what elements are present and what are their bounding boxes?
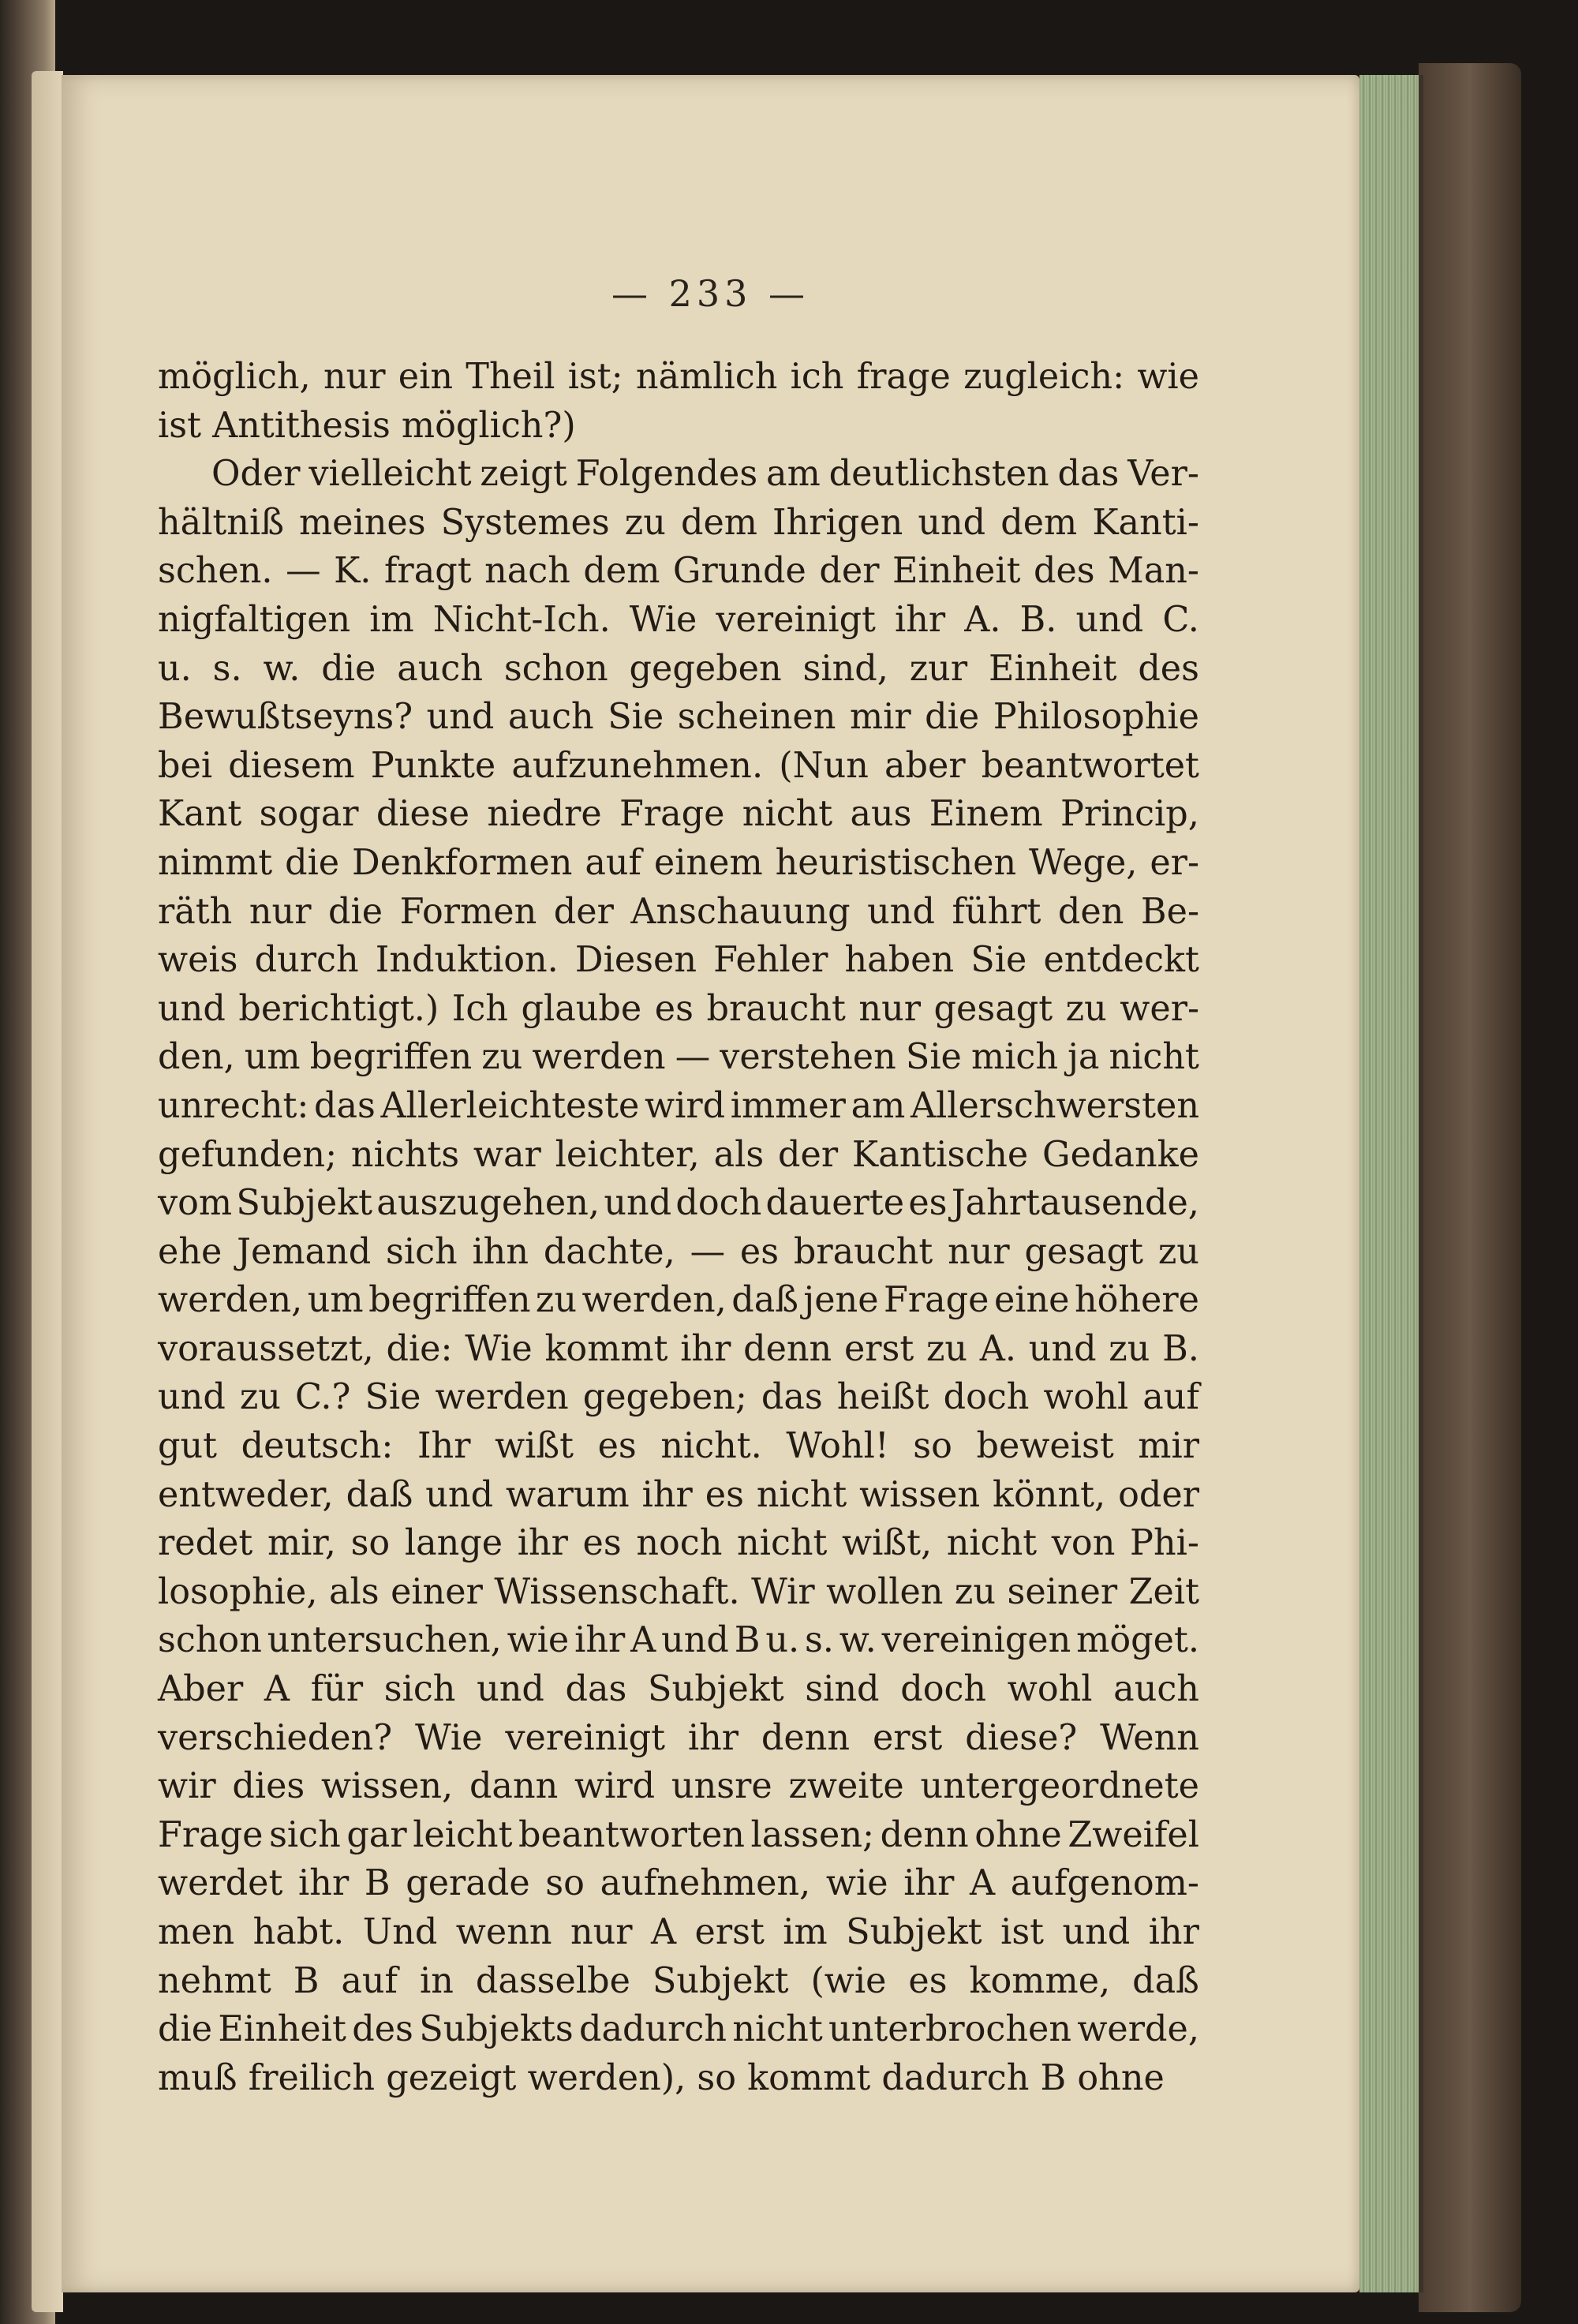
text-line: nehmt B auf in dasselbe Subjekt (wie es komme, daß bbox=[158, 1960, 1199, 2001]
text-line: verschieden? Wie vereinigt ihr denn erst diese? Wenn bbox=[158, 1717, 1199, 1758]
book-page bbox=[62, 75, 1359, 2292]
text-line: werdet ihr B gerade so aufnehmen, wie ihr A aufgenom- bbox=[158, 1863, 1199, 1904]
page-fore-edge bbox=[1359, 75, 1423, 2292]
text-line: wir dies wissen, dann wird unsre zweite untergeordnete bbox=[158, 1766, 1199, 1807]
text-line: werden, um begriffen zu werden, daß jene Frage eine höhere bbox=[158, 1280, 1199, 1321]
text-line: muß freilich gezeigt werden), so kommt dadurch B ohne bbox=[158, 2057, 1165, 2098]
text-line: ist Antithesis möglich?) bbox=[158, 405, 576, 446]
text-line: bei diesem Punkte aufzunehmen. (Nun aber beantwortet bbox=[158, 745, 1199, 786]
text-line: nigfaltigen im Nicht-Ich. Wie vereinigt ihr A. B. und C. bbox=[158, 599, 1199, 640]
text-line: gut deutsch: Ihr wißt es nicht. Wohl! so beweist mir bbox=[158, 1426, 1199, 1467]
text-line: nimmt die Denkformen auf einem heuristischen Wege, er- bbox=[158, 842, 1199, 883]
text-line: gefunden; nichts war leichter, als der Kantische Gedanke bbox=[158, 1134, 1199, 1175]
text-line: u. s. w. die auch schon gegeben sind, zur Einheit des bbox=[158, 648, 1199, 689]
text-line: losophie, als einer Wissenschaft. Wir wollen zu seiner Zeit bbox=[158, 1571, 1199, 1612]
text-line: den, um begriffen zu werden — verstehen Sie mich ja nicht bbox=[158, 1037, 1199, 1078]
text-line: Kant sogar diese niedre Frage nicht aus Einem Princip, bbox=[158, 794, 1199, 835]
text-line: schon untersuchen, wie ihr A und B u. s. w. vereinigen möget. bbox=[158, 1620, 1199, 1661]
text-line: Bewußtseyns? und auch Sie scheinen mir die Philosophie bbox=[158, 697, 1199, 738]
text-line: die Einheit des Subjekts dadurch nicht unterbrochen werde, bbox=[158, 2009, 1199, 2050]
page-number: — 233 — bbox=[611, 272, 810, 315]
text-line: schen. — K. fragt nach dem Grunde der Einheit des Man- bbox=[158, 551, 1199, 592]
text-line: und berichtigt.) Ich glaube es braucht nur gesagt zu wer- bbox=[158, 988, 1199, 1029]
previous-page-edge bbox=[32, 71, 63, 2312]
text-line: vom Subjekt auszugehen, und doch dauerte es Jahrtausende, bbox=[158, 1183, 1199, 1224]
text-line: Aber A für sich und das Subjekt sind doch wohl auch bbox=[158, 1669, 1199, 1710]
text-line: möglich, nur ein Theil ist; nämlich ich frage zugleich: wie bbox=[158, 357, 1199, 397]
text-line: entweder, daß und warum ihr es nicht wissen könnt, oder bbox=[158, 1474, 1199, 1515]
text-line: Oder vielleicht zeigt Folgendes am deutlichsten das Ver- bbox=[211, 454, 1199, 495]
text-line: men habt. Und wenn nur A erst im Subjekt ist und ihr bbox=[158, 1912, 1199, 1952]
text-line: und zu C.? Sie werden gegeben; das heißt doch wohl auf bbox=[158, 1377, 1199, 1418]
text-line: Frage sich gar leicht beantworten lassen; denn ohne Zweifel bbox=[158, 1814, 1199, 1855]
body-text bbox=[158, 353, 1199, 2102]
text-line: hältniß meines Systemes zu dem Ihrigen und dem Kanti- bbox=[158, 502, 1199, 543]
text-line: voraussetzt, die: Wie kommt ihr denn erst zu A. und zu B. bbox=[158, 1328, 1199, 1369]
text-line: weis durch Induktion. Diesen Fehler haben Sie entdeckt bbox=[158, 940, 1199, 981]
text-line: ehe Jemand sich ihn dachte, — es braucht nur gesagt zu bbox=[158, 1231, 1199, 1272]
text-line: redet mir, so lange ihr es noch nicht wißt, nicht von Phi- bbox=[158, 1523, 1199, 1564]
book-cover-right bbox=[1419, 63, 1521, 2312]
text-line: unrecht: das Allerleichteste wird immer am Allerschwersten bbox=[158, 1085, 1199, 1126]
text-line: räth nur die Formen der Anschauung und führt den Be- bbox=[158, 891, 1199, 932]
